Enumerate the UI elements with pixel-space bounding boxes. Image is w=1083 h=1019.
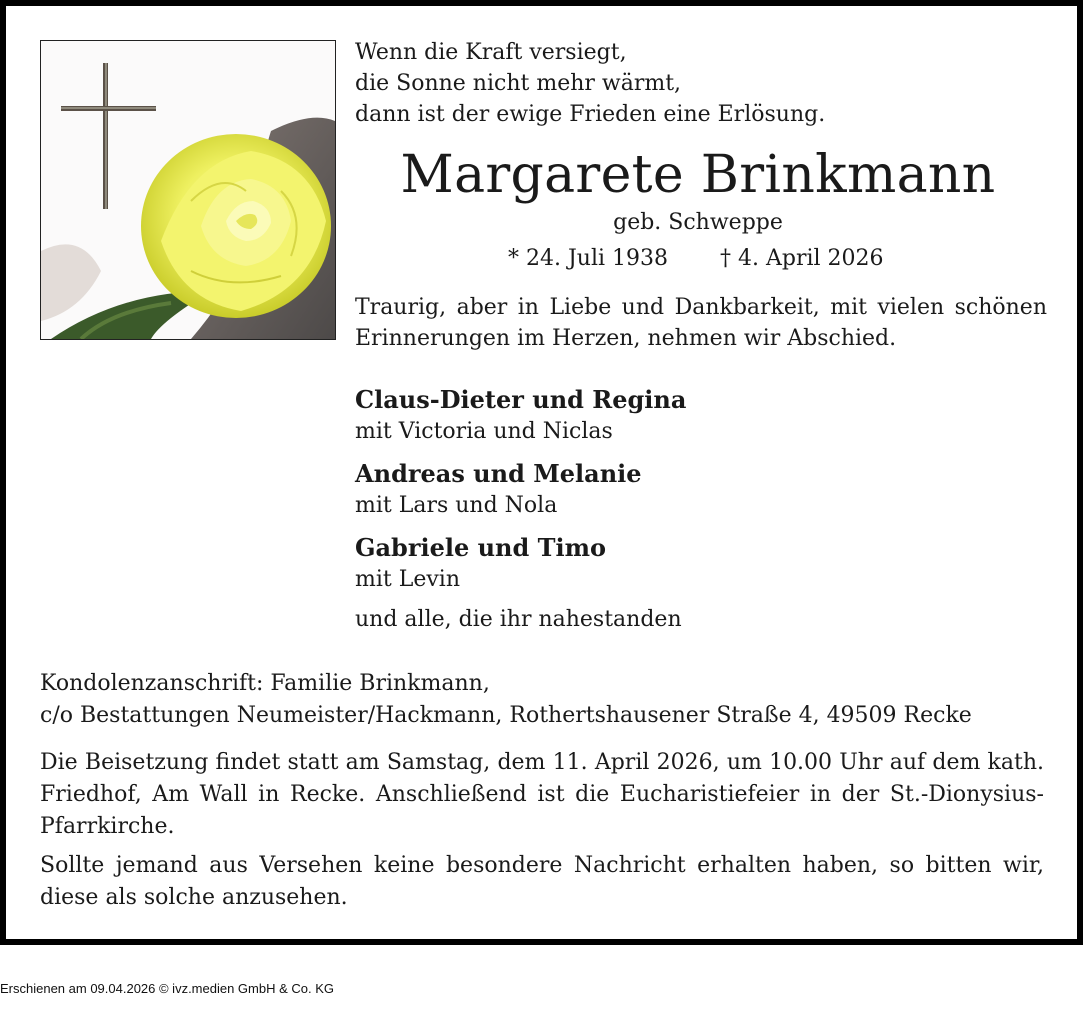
poem-line: Wenn die Kraft versiegt, bbox=[355, 40, 627, 65]
family-list bbox=[355, 384, 686, 636]
rose-cross-image bbox=[40, 40, 336, 340]
funeral-info bbox=[40, 747, 1044, 843]
funeral-line: Die Beisetzung findet statt am Samstag, dem 11. April 2026, um 10.00 Uhr auf dem kath. bbox=[40, 750, 1044, 775]
notice-line: Sollte jemand aus Versehen keine besondere Nachricht erhalten haben, so bitten wir, bbox=[40, 853, 1044, 878]
intro-text bbox=[355, 292, 1047, 354]
notice-line: diese als solche anzusehen. bbox=[40, 885, 348, 910]
death-date: † 4. April 2026 bbox=[720, 246, 884, 271]
rose-cross-illustration bbox=[41, 41, 335, 339]
condolence-address bbox=[40, 668, 972, 732]
birth-date: * 24. Juli 1938 bbox=[508, 246, 669, 271]
poem-line: die Sonne nicht mehr wärmt, bbox=[355, 71, 682, 96]
family-group-name: Gabriele und Timo bbox=[355, 533, 607, 562]
funeral-line: Friedhof, Am Wall in Recke. Anschließend ist die Eucharistiefeier in der St.-Dionysius- bbox=[40, 782, 1044, 807]
notice-info bbox=[40, 850, 1044, 914]
condolence-line: Kondolenzanschrift: Familie Brinkmann, bbox=[40, 671, 490, 696]
family-group-name: Andreas und Melanie bbox=[355, 459, 642, 488]
life-dates bbox=[508, 245, 884, 273]
funeral-line: Pfarrkirche. bbox=[40, 814, 175, 839]
poem bbox=[355, 37, 825, 130]
condolence-line: c/o Bestattungen Neumeister/Hackmann, Rothertshausener Straße 4, 49509 Recke bbox=[40, 703, 972, 728]
intro-line: Traurig, aber in Liebe und Dankbarkeit, mit vielen schönen bbox=[355, 295, 1047, 320]
birth-name: geb. Schweppe bbox=[613, 210, 783, 235]
family-group-children: mit Lars und Nola bbox=[355, 493, 558, 518]
intro-line: Erinnerungen im Herzen, nehmen wir Abschied. bbox=[355, 326, 897, 351]
family-all: und alle, die ihr nahestanden bbox=[355, 607, 682, 632]
family-group-children: mit Victoria und Niclas bbox=[355, 419, 613, 444]
deceased-name: Margarete Brinkmann bbox=[400, 145, 996, 205]
family-group-name: Claus-Dieter und Regina bbox=[355, 385, 687, 414]
family-group-children: mit Levin bbox=[355, 567, 460, 592]
poem-line: dann ist der ewige Frieden eine Erlösung. bbox=[355, 102, 826, 127]
publication-footer: Erschienen am 09.04.2026 © ivz.medien GmbH & Co. KG bbox=[0, 981, 335, 996]
